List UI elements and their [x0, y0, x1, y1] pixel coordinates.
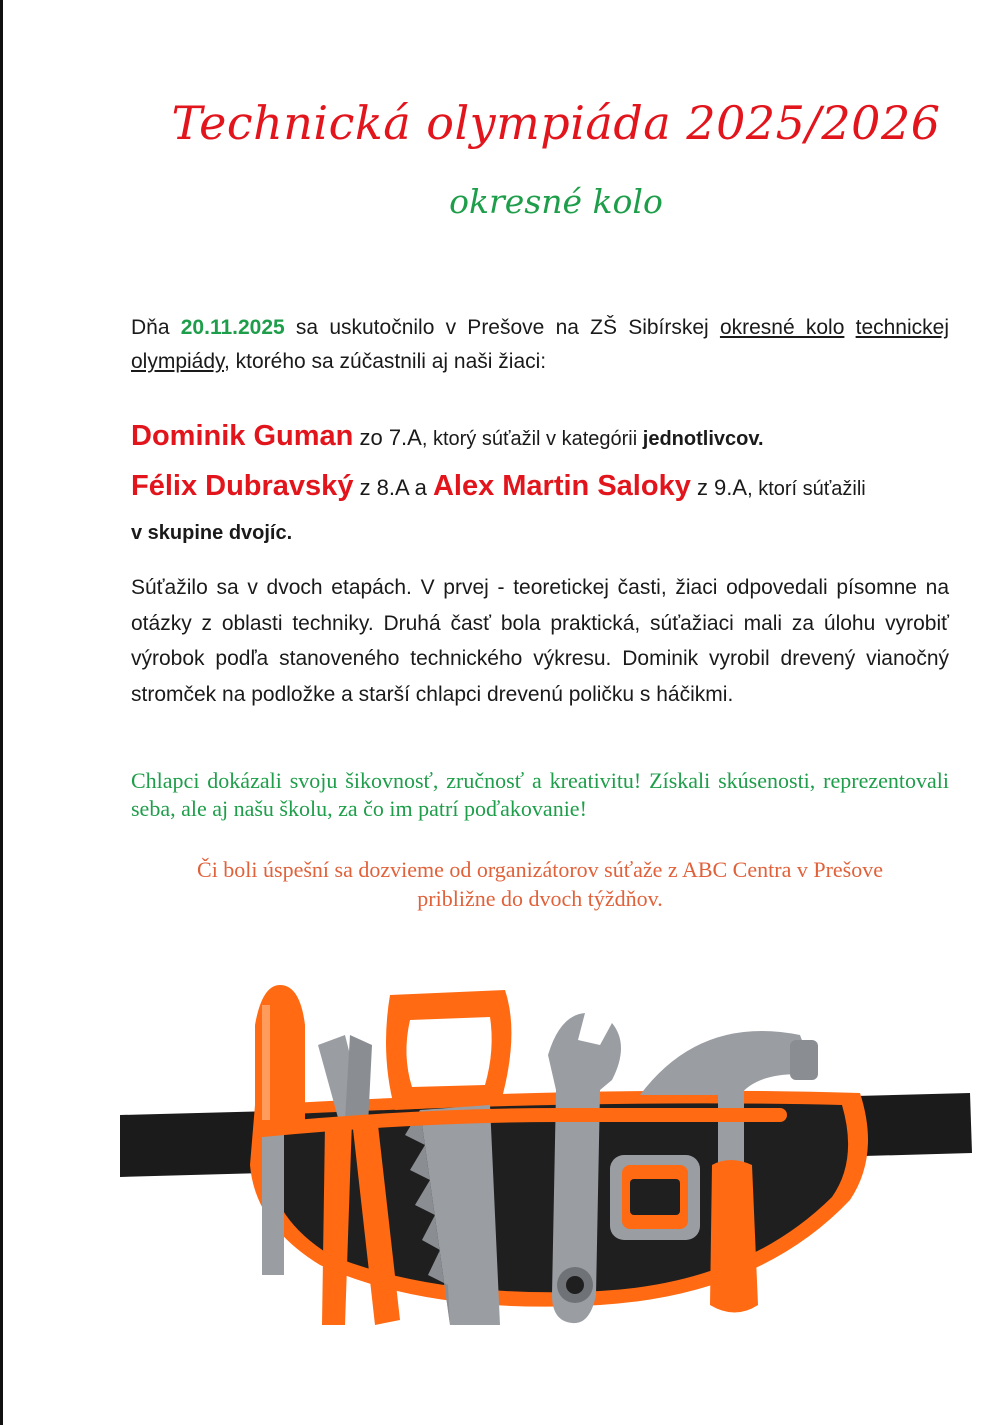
student-name-saloky: Alex Martin Saloky — [432, 470, 691, 502]
page-subtitle: okresné kolo — [449, 182, 663, 221]
intro-prefix: Dňa — [131, 316, 181, 339]
event-date: 20.11.2025 — [180, 316, 285, 339]
results-paragraph — [131, 855, 949, 913]
student-text-guman: , ktorý súťažil v kategórii — [421, 428, 643, 450]
student-line-pair — [131, 470, 961, 503]
body-paragraph: Súťažilo sa v dvoch etapách. V prvej - teoretickej časti, žiaci odpovedali písomne na otázky z oblasti techniky. Druhá časť bola praktická, súťažiaci mali za úlohu vyrobiť výrobok podľa stanoveného technického výkresu. Dominik vyrobil drevený vianočný stromček na podložke a starší chlapci drevenú poličku s háčikmi. — [131, 576, 949, 706]
intro-link-round: okresné kolo — [719, 316, 845, 339]
student-name-guman: Dominik Guman — [131, 420, 354, 452]
intro-mid: sa uskutočnilo v Prešove na ZŠ Sibírskej — [284, 316, 720, 339]
category-individual: jednotlivcov. — [642, 428, 764, 450]
page-title: Technická olympiáda 2025/2026 — [171, 96, 941, 150]
student-class-guman: zo 7.A — [353, 425, 422, 450]
intro-suffix: , ktorého sa zúčastnili aj naši žiaci: — [223, 350, 547, 373]
intro-link-olympiad: technickej olympiády — [131, 316, 949, 373]
tape-measure-icon — [610, 1155, 700, 1240]
thanks-paragraph: Chlapci dokázali svoju šikovnosť, zručnosť a kreativitu! Získali skúsenosti, reprezentovali seba, ale aj našu školu, za čo im patrí poďakovanie! — [131, 768, 949, 821]
student-text-pair: , ktorí súťažili — [747, 478, 866, 500]
category-pair: v skupine dvojíc. — [131, 522, 293, 544]
student-line-individual — [131, 420, 961, 453]
results-line-1: Či boli úspešní sa dozvieme od organizátorov súťaže z ABC Centra v Prešove — [197, 857, 883, 882]
results-line-2: približne do dvoch týždňov. — [417, 886, 663, 911]
intro-space — [844, 316, 855, 339]
student-name-dubravsky: Félix Dubravský — [131, 470, 354, 502]
student-class-dubravsky: z 8.A a — [353, 475, 433, 500]
student-class-saloky: z 9.A — [690, 475, 748, 500]
toy-tool-belt-icon — [0, 965, 1002, 1385]
intro-paragraph — [131, 311, 949, 379]
